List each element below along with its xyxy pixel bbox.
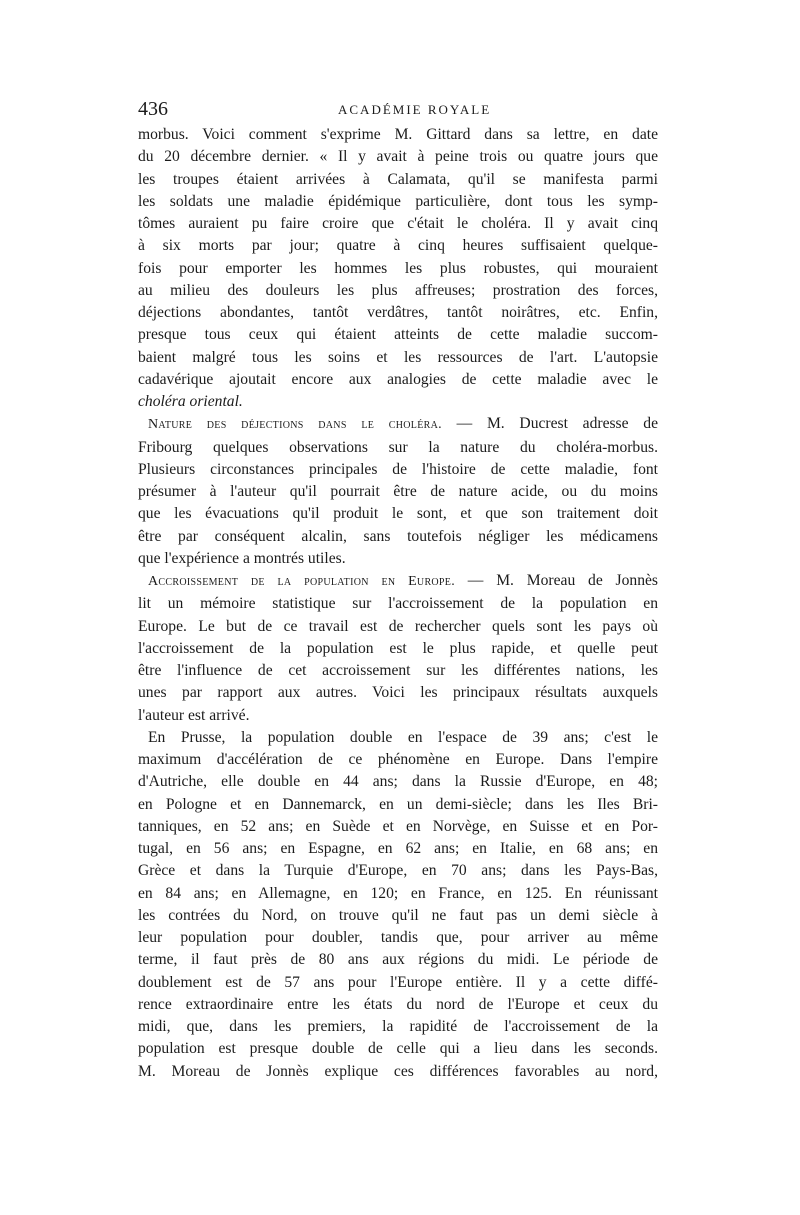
text-line: en Pologne et en Dannemarck, en un demi-siècle; dans les Iles Bri- (138, 795, 658, 813)
text-line: tômes auraient pu faire croire que c'était le choléra. Il y avait cinq (138, 215, 658, 232)
text-line: les contrées du Nord, on trouve qu'il ne faut pas un demi siècle à (138, 906, 658, 924)
page-number: 436 (138, 98, 168, 120)
text-line: les troupes étaient arrivées à Calamata, qu'il se manifesta parmi (138, 170, 658, 188)
text-line: que les évacuations qu'il produit le sont, et que son traitement doit (138, 505, 658, 523)
text-line: les soldats une maladie épidémique particulière, dont tous les symp- (138, 192, 658, 210)
text-line: en 84 ans; en Allemagne, en 120; en France, en 125. En réunissant (138, 884, 658, 902)
text-line: population est presque double de celle qui a lieu dans les seconds. (138, 1040, 658, 1058)
book-page (138, 98, 658, 1083)
text-line: présumer à l'auteur qu'il pourrait être de nature acide, ou du moins (138, 483, 658, 500)
section-dejections (138, 413, 658, 570)
text-line: Fribourg quelques observations sur la nature du choléra-morbus. (138, 438, 658, 456)
text-line: baient malgré tous les soins et les ressources de l'art. L'autopsie (138, 348, 658, 366)
paragraph-cholera-report (138, 124, 658, 413)
text-line-italic (138, 391, 658, 413)
text-line: être par conséquent alcalin, sans toutefois négliger les médicamens (138, 527, 658, 545)
text-line: tugal, en 56 ans; en Espagne, en 62 ans; en Italie, en 68 ans; en (138, 840, 658, 857)
text-line: morbus. Voici comment s'exprime M. Gittard dans sa lettre, en date (138, 126, 658, 143)
text-line: M. Moreau de Jonnès explique ces différences favorables au nord, (138, 1062, 658, 1080)
section-heading: Nature des déjections dans le choléra. (148, 417, 442, 433)
text-line: cadavérique ajoutait encore aux analogies de cette maladie avec le (138, 370, 658, 388)
text-line: terme, il faut près de 80 ans aux régions du midi. Le période de (138, 951, 658, 969)
text-line: En Prusse, la population double en l'espace de 39 ans; c'est le (148, 728, 658, 746)
text-line: midi, que, dans les premiers, la rapidité de l'accroissement de la (138, 1018, 658, 1035)
paragraph-population-stats (138, 727, 658, 1083)
text-line: Europe. Le but de ce travail est de rechercher quels sont les pays où (138, 617, 658, 635)
text-line: l'accroissement de la population est le plus rapide, et quelle peut (138, 639, 658, 657)
body-text (138, 124, 658, 1083)
section-heading: Accroissement de la population en Europe. (148, 574, 456, 589)
text-line: Plusieurs circonstances principales de l'histoire de cette maladie, font (138, 460, 658, 478)
section-first-line (138, 413, 658, 436)
text-line: doublement est de 57 ans pour l'Europe entière. Il y a cette diffé- (138, 973, 658, 991)
header-title: ACADÉMIE ROYALE (338, 102, 492, 117)
section-first-line (138, 570, 658, 593)
section-population (138, 570, 658, 727)
section-heading-rest: — M. Moreau de Jonnès (455, 572, 658, 589)
running-head (138, 98, 658, 124)
text-line: être l'influence de cet accroissement sur les différentes nations, les (138, 662, 658, 679)
text-line: rence extraordinaire entre les états du nord de l'Europe et ceux du (138, 995, 658, 1013)
text-line: lit un mémoire statistique sur l'accroissement de la population en (138, 595, 658, 613)
text-line: Grèce et dans la Turquie d'Europe, en 70 ans; dans les Pays-Bas, (138, 862, 658, 880)
italic-term: choléra oriental. (138, 393, 243, 410)
text-line: que l'expérience a montrés utiles. (138, 549, 346, 567)
text-line: maximum d'accélération de ce phénomène en Europe. Dans l'empire (138, 751, 658, 768)
section-heading-rest: — M. Ducrest adresse de (441, 415, 658, 433)
text-line: au milieu des douleurs les plus affreuses; prostration des forces, (138, 281, 658, 299)
text-line: unes par rapport aux autres. Voici les principaux résultats auxquels (138, 684, 658, 702)
text-line: presque tous ceux qui étaient atteints de cette maladie succom- (138, 326, 658, 344)
text-line: leur population pour doubler, tandis que, pour arriver au même (138, 929, 658, 946)
text-line: fois pour emporter les hommes les plus robustes, qui mouraient (138, 259, 658, 277)
text-line: à six morts par jour; quatre à cinq heures suffisaient quelque- (138, 237, 658, 255)
text-line: tanniques, en 52 ans; en Suède et en Norvège, en Suisse et en Por- (138, 817, 658, 835)
text-line: d'Autriche, elle double en 44 ans; dans la Russie d'Europe, en 48; (138, 773, 658, 791)
text-line: l'auteur est arrivé. (138, 706, 250, 724)
text-line: déjections abondantes, tantôt verdâtres, tantôt noirâtres, etc. Enfin, (138, 304, 658, 321)
text-line: du 20 décembre dernier. « Il y avait à peine trois ou quatre jours que (138, 148, 658, 166)
